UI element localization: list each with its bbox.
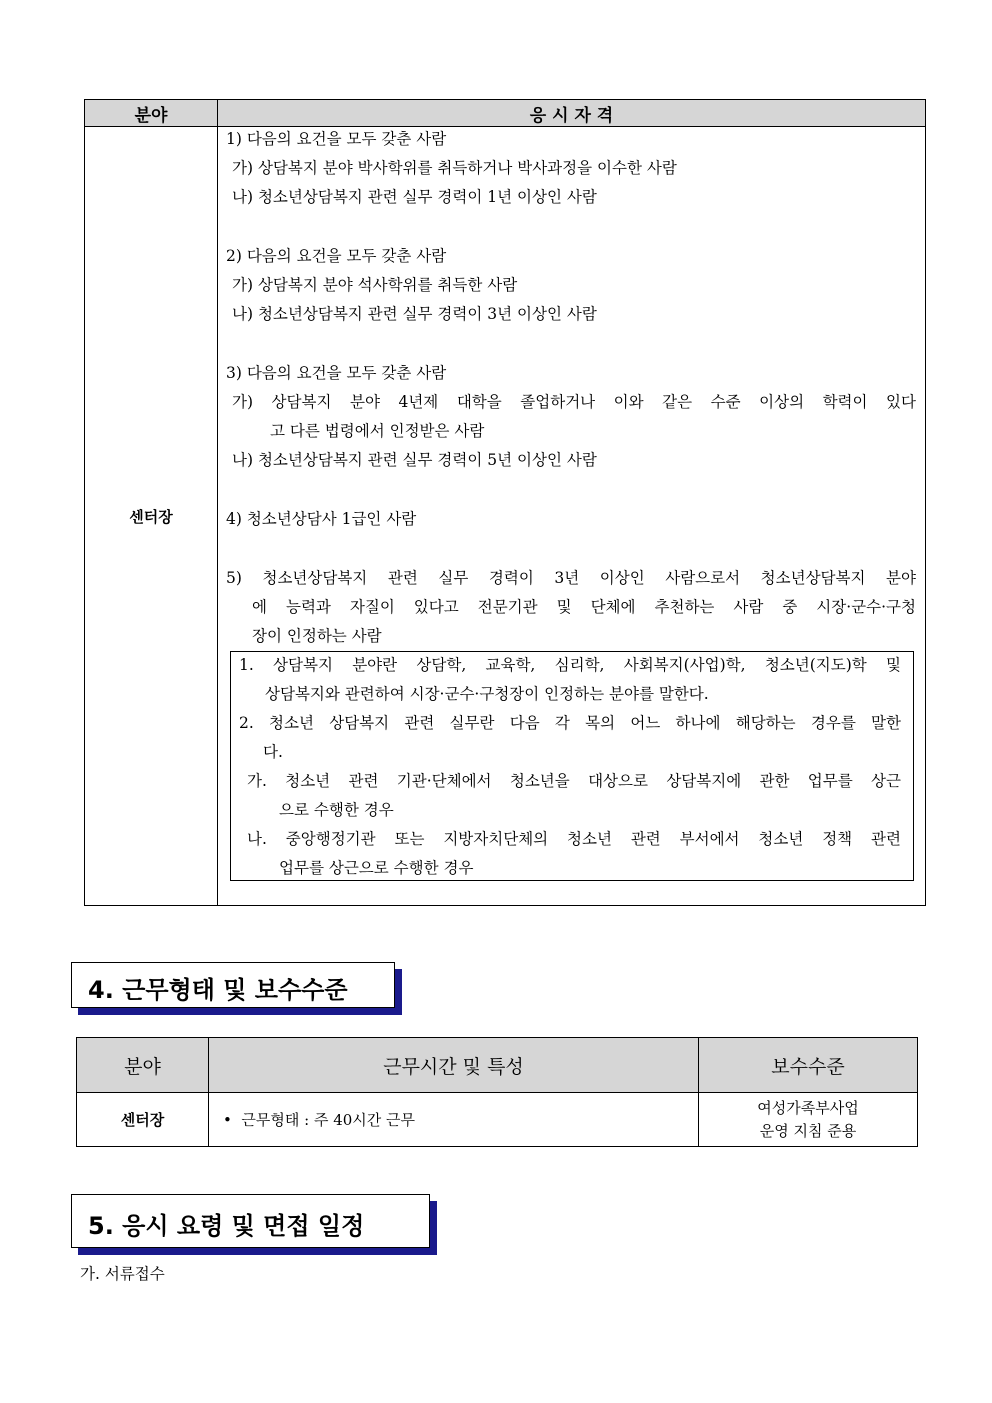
req-line: 가) 상담복지 분야 박사학위를 취득하거나 박사과정을 이수한 사람 [232, 159, 677, 177]
requirements-cell [218, 127, 926, 906]
req-line: 2) 다음의 요건을 모두 갖춘 사람 [226, 247, 447, 265]
note-line: 상담복지와 관련하여 시장·군수·구청장이 인정하는 분야를 말한다. [265, 685, 709, 703]
qualification-table-header [85, 100, 926, 127]
work-type-text: 근무형태 : 주 40시간 근무 [241, 1111, 416, 1129]
document-submission-label: 가. 서류접수 [80, 1265, 165, 1283]
definition-note-box [230, 651, 914, 881]
req-line: 나) 청소년상담복지 관련 실무 경력이 1년 이상인 사람 [232, 188, 597, 206]
note-line: 가. 청소년 관련 기관·단체에서 청소년을 대상으로 상담복지에 관한 업무를 상근 [247, 772, 901, 790]
req-line: 4) 청소년상담사 1급인 사람 [226, 510, 417, 528]
pay-line: 운영 지침 준용 [759, 1121, 857, 1140]
note-line: 다. [263, 743, 283, 761]
req-line: 1) 다음의 요건을 모두 갖춘 사람 [226, 130, 447, 148]
section-5-title: 5. 응시 요령 및 면접 일정 [88, 1212, 365, 1240]
req-line: 고 다른 법령에서 인정받은 사람 [270, 422, 485, 440]
note-line: 나. 중앙행정기관 또는 지방자치단체의 청소년 관련 부서에서 청소년 정책 관련 [247, 830, 901, 848]
note-line: 2. 청소년 상담복지 관련 실무란 다음 각 목의 어느 하나에 해당하는 경우를 말한 [239, 714, 901, 732]
section-5-heading [71, 1194, 430, 1248]
header-pay: 보수수준 [699, 1038, 918, 1093]
req-line: 나) 청소년상담복지 관련 실무 경력이 3년 이상인 사람 [232, 305, 597, 323]
work-type-cell [209, 1093, 699, 1147]
req-line: 5) 청소년상담복지 관련 실무 경력이 3년 이상인 사람으로서 청소년상담복지 분야 [226, 569, 916, 587]
req-line: 에 능력과 자질이 있다고 전문기관 및 단체에 추천하는 사람 중 시장·군수·구청 [252, 598, 916, 616]
pay-cell [699, 1093, 918, 1147]
bullet-icon: • [223, 1111, 242, 1129]
header-qualification: 응 시 자 격 [218, 100, 926, 127]
work-pay-header [77, 1038, 918, 1093]
qualification-table [84, 99, 926, 906]
header-field: 분야 [77, 1038, 209, 1093]
pay-line: 여성가족부사업 [757, 1098, 859, 1117]
work-pay-row [77, 1093, 918, 1147]
header-hours: 근무시간 및 특성 [209, 1038, 699, 1093]
category-cell: 센터장 [77, 1093, 209, 1147]
header-field: 분야 [85, 100, 218, 127]
category-cell: 센터장 [85, 127, 218, 906]
note-line: 업무를 상근으로 수행한 경우 [279, 859, 474, 877]
req-line: 3) 다음의 요건을 모두 갖춘 사람 [226, 364, 447, 382]
note-line: 으로 수행한 경우 [279, 801, 394, 819]
note-line: 1. 상담복지 분야란 상담학, 교육학, 심리학, 사회복지(사업)학, 청소년(지도)학 및 [239, 656, 901, 674]
section-4-heading [71, 962, 395, 1008]
req-line: 나) 청소년상담복지 관련 실무 경력이 5년 이상인 사람 [232, 451, 597, 469]
section-4-title: 4. 근무형태 및 보수수준 [88, 976, 348, 1004]
req-line: 가) 상담복지 분야 4년제 대학을 졸업하거나 이와 같은 수준 이상의 학력이 있다 [232, 393, 916, 411]
req-line: 가) 상담복지 분야 석사학위를 취득한 사람 [232, 276, 518, 294]
work-pay-table [76, 1037, 918, 1147]
req-line: 장이 인정하는 사람 [252, 627, 382, 645]
qualification-row [85, 127, 926, 906]
